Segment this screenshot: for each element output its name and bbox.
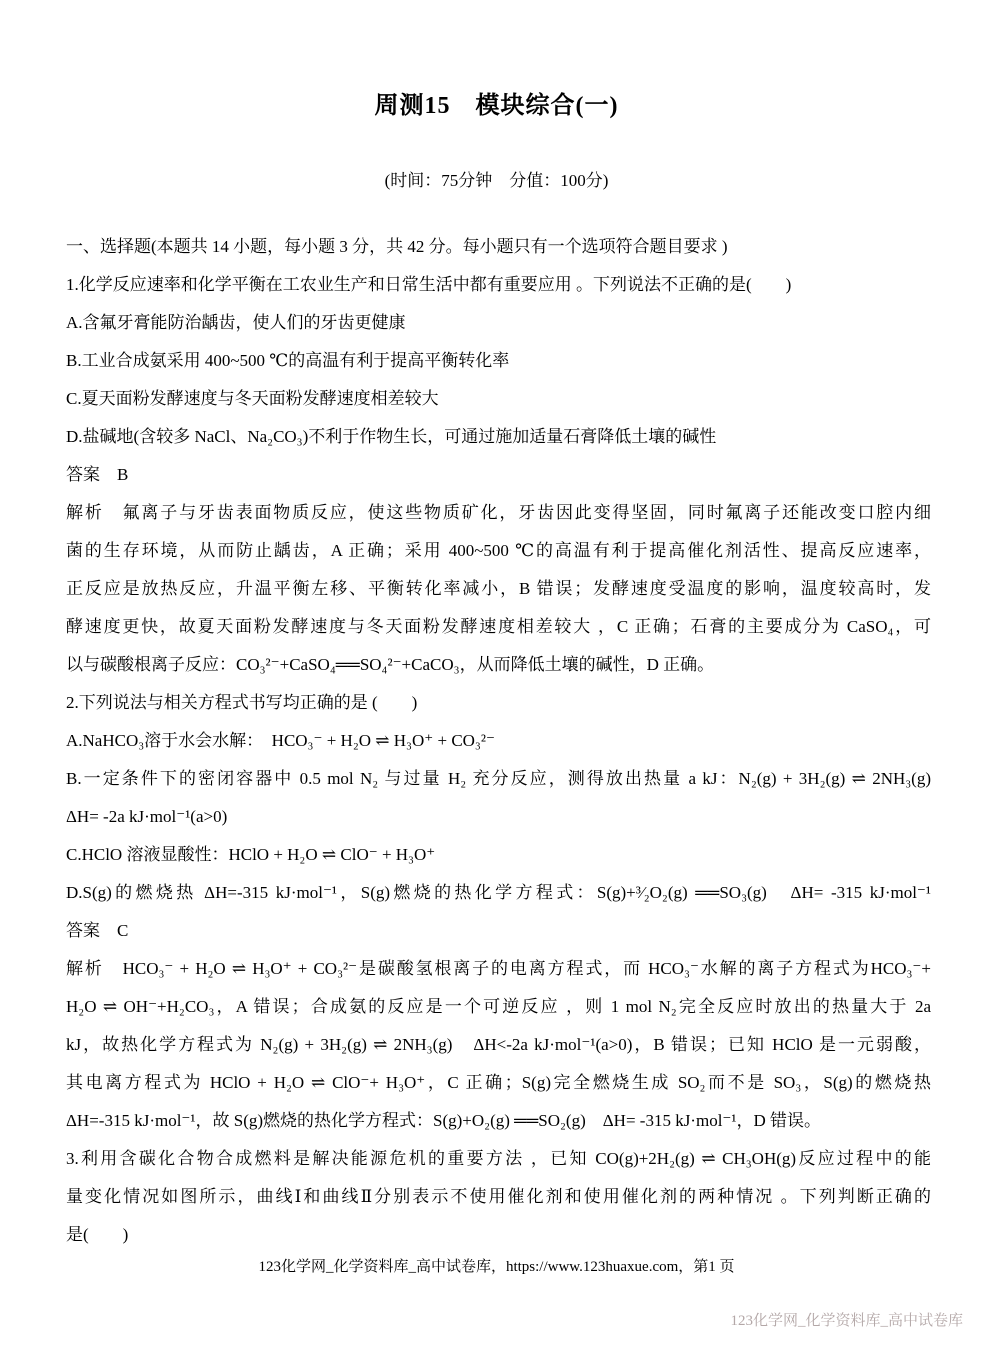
page-header bbox=[0, 0, 993, 196]
analysis: 菌的生存环境，从而防止龋齿，A 正确；采用 400~500 ℃的高温有利于提高催化剂活性、提高反应速率， bbox=[66, 541, 931, 560]
section-heading: 一、选择题(本题共 14 小题，每小题 3 分，共 42 分。每小题只有一个选项符合题目要求 ) bbox=[66, 237, 728, 256]
option: D.盐碱地(含较多 NaCl、Na₂CO₃)不利于作物生长，可通过施加适量石膏降低土壤的碱性 bbox=[66, 427, 717, 446]
option: A.NaHCO₃溶于水会水解： HCO₃⁻ + H₂O ⇌ H₃O⁺ + CO₃²⁻ bbox=[66, 731, 495, 750]
option: B.一定条件下的密闭容器中 0.5 mol N₂ 与过量 H₂ 充分反应，测得放出热量 a kJ：N₂(g) + 3H₂(g) ⇌ 2NH₃(g) bbox=[66, 769, 931, 788]
option: C.HClO 溶液显酸性：HClO + H₂O ⇌ ClO⁻ + H₃O⁺ bbox=[66, 845, 436, 864]
exam-meta: (时间：75分钟 分值：100分) bbox=[384, 171, 609, 190]
analysis: 正反应是放热反应，升温平衡左移、平衡转化率减小，B 错误；发酵速度受温度的影响，温度较高时，发 bbox=[66, 579, 931, 598]
analysis: 其电离方程式为 HClO + H₂O ⇌ ClO⁻+ H₃O⁺，C 正确；S(g)完全燃烧生成 SO₂而不是 SO₃，S(g)的燃烧热 bbox=[66, 1073, 931, 1092]
analysis: 以与碳酸根离子反应：CO₃²⁻+CaSO₄══SO₄²⁻+CaCO₃，从而降低土壤的碱性，D 正确。 bbox=[66, 655, 715, 674]
continuation: 是( ) bbox=[66, 1225, 129, 1244]
question-stem: 3.利用含碳化合物合成燃料是解决能源危机的重要方法 ，已知 CO(g)+2H₂(g) ⇌ CH₃OH(g)反应过程中的能 bbox=[66, 1149, 931, 1168]
analysis: 酵速度更快，故夏天面粉发酵速度与冬天面粉发酵速度相差较大 ，C 正确；石膏的主要成分为 CaSO₄，可 bbox=[66, 617, 931, 636]
option: C.夏天面粉发酵速度与冬天面粉发酵速度相差较大 bbox=[66, 389, 439, 408]
watermark: 123化学网_化学资料库_高中试卷库 bbox=[730, 1313, 963, 1329]
question-stem: 2.下列说法与相关方程式书写均正确的是 ( ) bbox=[66, 693, 418, 712]
analysis: 解析 HCO₃⁻ + H₂O ⇌ H₃O⁺ + CO₃²⁻是碳酸氢根离子的电离方程式，而 HCO₃⁻水解的离子方程式为HCO₃⁻+ bbox=[66, 959, 931, 978]
analysis: 解析 氟离子与牙齿表面物质反应，使这些物质矿化，牙齿因此变得坚固，同时氟离子还能改变口腔内细 bbox=[66, 503, 931, 522]
analysis: H₂O ⇌ OH⁻+H₂CO₃，A 错误；合成氨的反应是一个可逆反应 ，则 1 mol N₂完全反应时放出的热量大于 2a bbox=[66, 997, 931, 1016]
page-footer: 123化学网_化学资料库_高中试卷库，https://www.123huaxue.com，第1 页 bbox=[258, 1259, 735, 1275]
continuation: ΔH= -2a kJ·mol⁻¹(a>0) bbox=[66, 807, 228, 826]
answer: 答案 C bbox=[66, 921, 129, 940]
option: B.工业合成氨采用 400~500 ℃的高温有利于提高平衡转化率 bbox=[66, 351, 510, 370]
question-stem: 1.化学反应速率和化学平衡在工农业生产和日常生活中都有重要应用 。下列说法不正确的是( ) bbox=[66, 275, 792, 294]
analysis: kJ，故热化学方程式为 N₂(g) + 3H₂(g) ⇌ 2NH₃(g) ΔH<-2a kJ·mol⁻¹(a>0)，B 错误；已知 HClO 是一元弱酸， bbox=[66, 1035, 931, 1054]
option: D.S(g)的燃烧热 ΔH=-315 kJ·mol⁻¹，S(g)燃烧的热化学方程式：S(g)+³⁄₂O₂(g) ══SO₃(g) ΔH= -315 kJ·mol⁻¹ bbox=[66, 883, 931, 902]
option: A.含氟牙膏能防治龋齿，使人们的牙齿更健康 bbox=[66, 313, 406, 332]
document-body bbox=[0, 228, 993, 1254]
page-title: 周测15 模块综合(一) bbox=[374, 93, 619, 119]
analysis: ΔH=-315 kJ·mol⁻¹，故 S(g)燃烧的热化学方程式：S(g)+O₂(g) ══SO₂(g) ΔH= -315 kJ·mol⁻¹，D 错误。 bbox=[66, 1111, 822, 1130]
continuation: 量变化情况如图所示，曲线Ⅰ和曲线Ⅱ分别表示不使用催化剂和使用催化剂的两种情况 。下列判断正确的 bbox=[66, 1187, 931, 1206]
answer: 答案 B bbox=[66, 465, 129, 484]
